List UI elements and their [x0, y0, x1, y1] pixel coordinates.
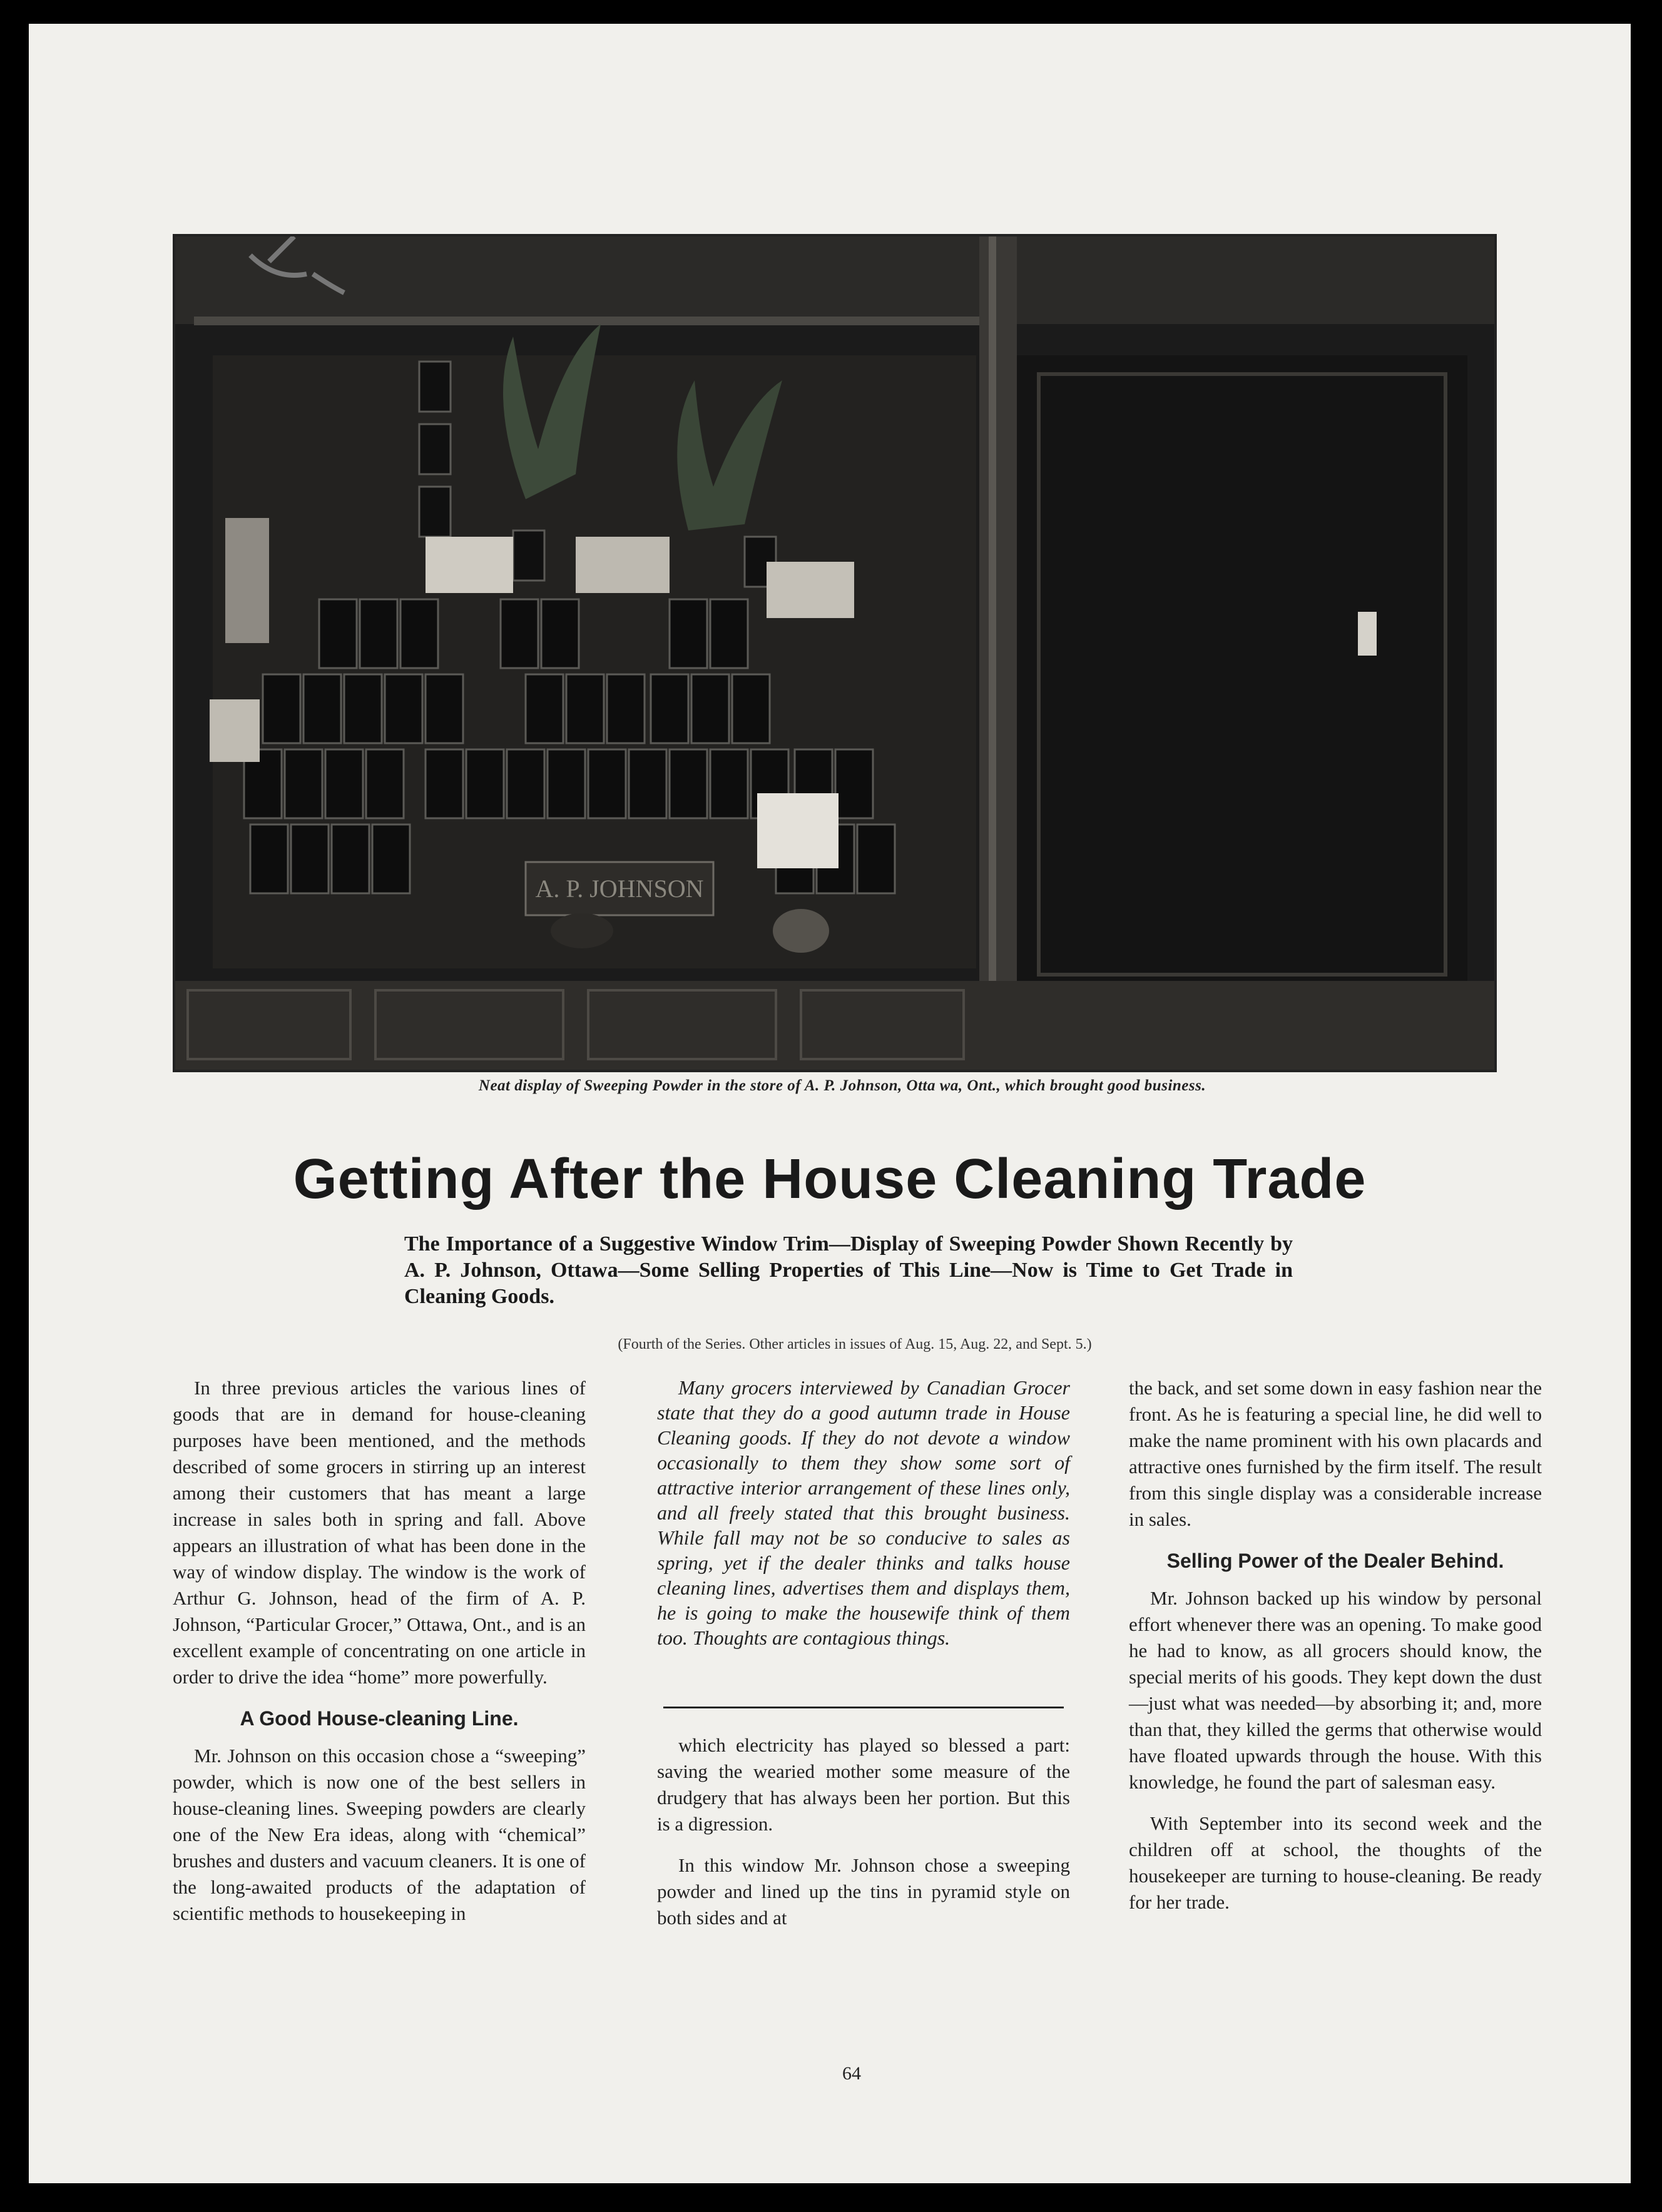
paragraph-window-arrangement: In this window Mr. Johnson chose a sweeping powder and lined up the tins in pyramid style on both sides and at — [657, 1854, 1070, 1929]
paragraph-sweeping-powder: Mr. Johnson on this occasion chose a “sweeping” powder, which is now one of the best sellers in house-cleaning lines. Sweeping powders are clearly one of the New Era ideas, along with “chemical” brushes and dusters and vacuum cleaners. It is one of the long-awaited products of the adaptation of scientific methods to housekeeping in — [173, 1745, 586, 1924]
paragraph-display-result: the back, and set some down in easy fashion near the front. As he is featuring a special line, he did well to make the name prominent with his own placards and attractive ones furnished by the firm itself. The result from this single display was a considerable increase in sales. — [1129, 1377, 1542, 1530]
paragraph-personal-effort: Mr. Johnson backed up his window by personal effort whenever there was an opening. To make good he had to know, as all grocers should know, the special merits of his goods. They kept down the dust—just what was needed—by absorbing it; and, more than that, they killed the germs that otherwise would have floated upwards through the house. With this knowledge, he found the part of salesman easy. — [1129, 1587, 1542, 1793]
paragraph-intro: In three previous articles the various lines of goods that are in demand for house-cleaning purposes have been mentioned, and the methods described of some grocers in stirring up an interest among their customers that has meant a large increase in sales both in spring and fall. Above appears an illustration of what has been done in the way of window display. The window is the work of Arthur G. Johnson, head of the firm of A. P. Johnson, “Particular Grocer,” Ottawa, Ont., and is an excellent example of concentrating on one article in order to drive the idea “home” more powerfully. — [173, 1377, 586, 1688]
column-1 — [173, 1375, 586, 1927]
paragraph-electricity: which electricity has played so blessed a part: saving the wearied mother some measure of the drudgery that has always been her portion. But this is a digression. — [657, 1734, 1070, 1835]
article-title: Getting After the House Cleaning Trade — [293, 1148, 1367, 1210]
paragraph-september: With September into its second week and the children off at school, the thoughts of the housekeeper are turning to house-cleaning. Be ready for her trade. — [1129, 1812, 1542, 1913]
store-window-photo — [173, 234, 1497, 1072]
column-2 — [657, 1375, 1070, 1931]
section-divider — [663, 1707, 1064, 1708]
column-3 — [1129, 1375, 1542, 1915]
magazine-page — [29, 24, 1631, 2183]
window-sign-text: A. P. JOHNSON — [535, 875, 704, 903]
subheading-selling-power: Selling Power of the Dealer Behind. — [1166, 1550, 1504, 1572]
page-number: 64 — [842, 2063, 861, 2084]
subheading-good-line: A Good House-cleaning Line. — [240, 1707, 519, 1730]
article-subtitle: The Importance of a Suggestive Window Trim—Display of Sweeping Powder Shown Recently by A. P. Johnson, Ottawa—Some Selling Properties of This Line—Now is Time to Get Trade in Cleaning Goods. — [404, 1232, 1293, 1308]
photo-caption: Neat display of Sweeping Powder in the store of A. P. Johnson, Otta wa, Ont., which brought good business. — [478, 1077, 1206, 1094]
series-note: (Fourth of the Series. Other articles in issues of Aug. 15, Aug. 22, and Sept. 5.) — [618, 1336, 1092, 1352]
store-window-illustration — [175, 236, 1494, 1070]
pull-quote: Many grocers interviewed by Canadian Grocer state that they do a good autumn trade in House Cleaning goods. If they do not devote a window occasionally to them they show some sort of attractive interior arrangement of these lines only, and all freely stated that this brought business. While fall may not be so conducive to sales as spring, yet if the dealer thinks and talks house cleaning lines, advertises them and displays them, he is going to make the housewife think of them too. Thoughts are contagious things. — [657, 1376, 1070, 1649]
